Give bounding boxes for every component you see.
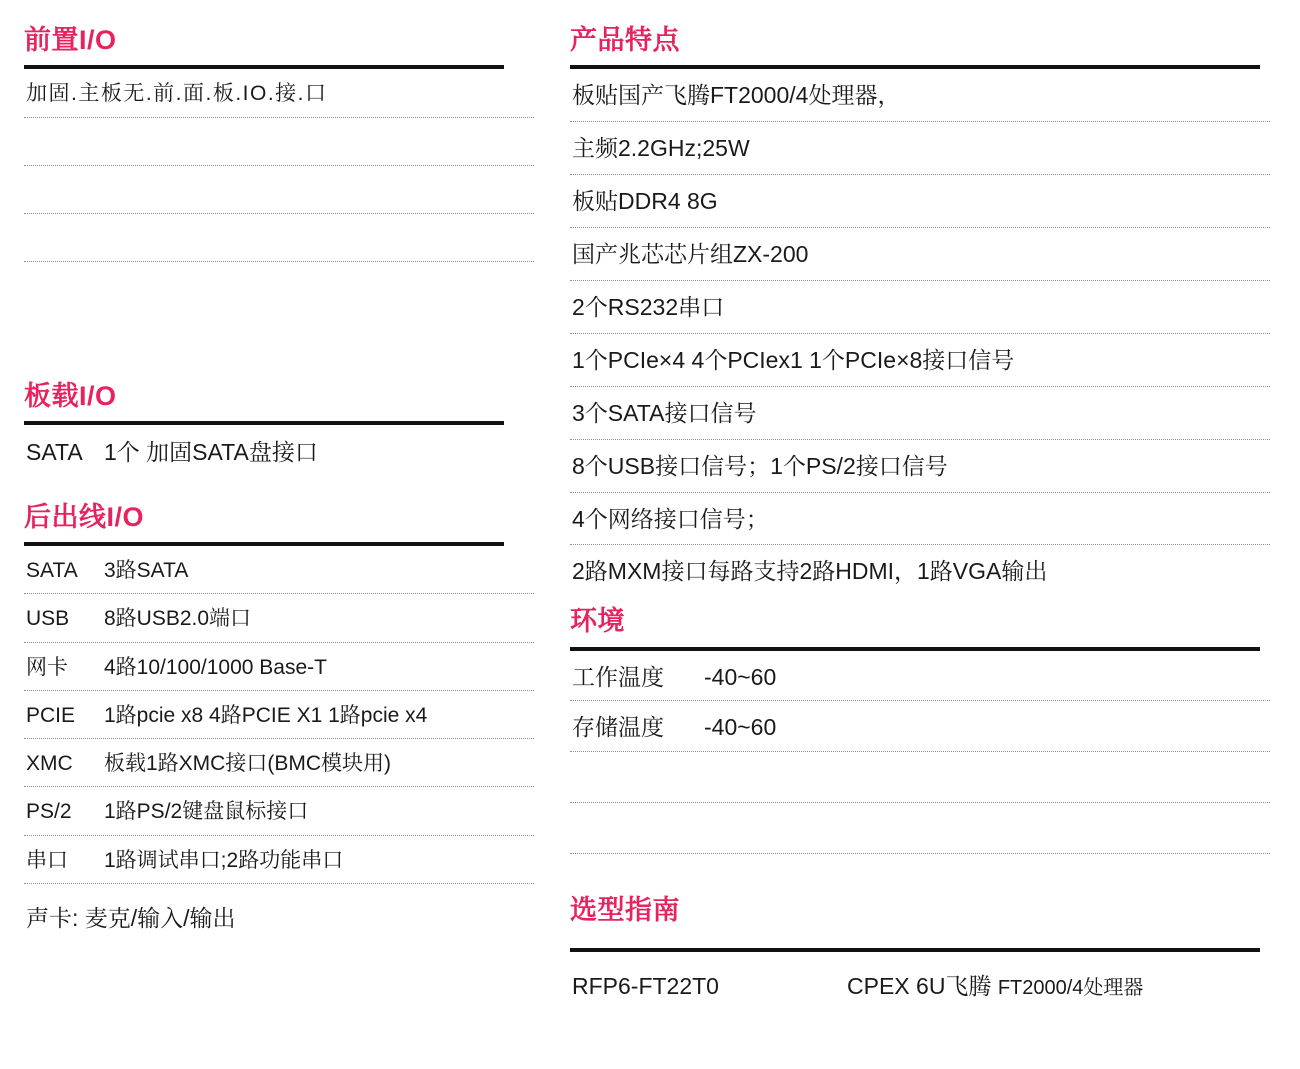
rear-io-row-xmc <box>24 739 534 787</box>
environment-row-operating-value: -40~60 <box>704 663 777 690</box>
section-title-features: 产品特点 <box>570 25 680 55</box>
rear-io-row-serial <box>24 836 534 884</box>
environment-row-blank-1 <box>570 752 1270 803</box>
rear-io-row-pcie-value: 1路pcie x8 4路PCIE X1 1路pcie x4 <box>104 703 428 727</box>
rear-io-row-xmc-label: XMC <box>26 752 73 776</box>
rear-io-row-pcie <box>24 691 534 739</box>
feature-row-4: 2个RS232串口 <box>570 281 1270 334</box>
rear-io-row-nic-value: 4路10/100/1000 Base-T <box>104 655 327 679</box>
rear-io-soundcard: 声卡: 麦克/输入/输出 <box>26 904 236 931</box>
gap-before-onboard <box>24 310 534 380</box>
top-spacer-left <box>24 0 534 24</box>
feature-row-7: 8个USB接口信号；1个PS/2接口信号 <box>570 440 1270 493</box>
onboard-io-row-0-label: SATA <box>26 439 83 466</box>
front-io-row-3 <box>24 214 534 262</box>
feature-row-5: 1个PCIe×4 4个PCIex1 1个PCIe×8接口信号 <box>570 334 1270 387</box>
rear-io-row-serial-value: 1路调试串口;2路功能串口 <box>104 848 344 872</box>
rear-io-row-usb-label: USB <box>26 607 70 631</box>
guide-row-0-desc-main: CPEX 6U飞腾 <box>847 973 998 1000</box>
guide-row-0 <box>570 952 1270 1011</box>
section-title-environment: 环境 <box>570 606 625 637</box>
section-title-front-io: 前置I/O <box>24 25 117 55</box>
front-io-row-2 <box>24 166 534 214</box>
rear-io-row-sata-value: 3路SATA <box>104 559 189 583</box>
rear-io-row-pcie-label: PCIE <box>26 703 76 727</box>
rear-io-row-xmc-value: 板载1路XMC接口(BMC模块用) <box>104 752 391 776</box>
right-column <box>570 0 1270 1011</box>
rear-io-row-nic-label: 网卡 <box>26 655 68 679</box>
onboard-io-row-0 <box>24 425 534 477</box>
front-io-row-0: 加固.主板无.前.面.板.IO.接.口 <box>24 69 534 117</box>
environment-block <box>570 651 1270 854</box>
feature-row-8: 4个网络接口信号； <box>570 493 1270 546</box>
guide-row-0-code: RFP6-FT22T0 <box>572 973 719 1000</box>
section-title-guide: 选型指南 <box>570 894 680 925</box>
section-title-onboard-io: 板载I/O <box>24 380 117 411</box>
rear-io-row-ps2-value: 1路PS/2键盘鼠标接口 <box>104 800 309 824</box>
left-column <box>24 0 534 939</box>
rear-io-row-sata-label: SATA <box>26 559 78 583</box>
environment-row-blank-2 <box>570 803 1270 854</box>
onboard-io-row-0-value: 1个 加固SATA盘接口 <box>104 439 318 466</box>
guide-row-0-desc-small: FT2000/4处理器 <box>997 977 1144 1000</box>
front-io-row-4 <box>24 262 534 309</box>
rear-io-row-ps2 <box>24 787 534 835</box>
front-io-row-1 <box>24 118 534 166</box>
environment-row-storage-value: -40~60 <box>704 714 777 741</box>
environment-row-storage <box>570 701 1270 752</box>
feature-row-9: 2路MXM接口每路支持2路HDMI，1路VGA输出 <box>572 558 1048 585</box>
section-title-rear-io: 后出线I/O <box>24 501 145 532</box>
rear-io-row-ps2-label: PS/2 <box>26 800 72 824</box>
feature-row-6: 3个SATA接口信号 <box>570 387 1270 440</box>
rear-io-row-usb <box>24 594 534 642</box>
environment-row-operating <box>570 651 1270 702</box>
rear-io-row-nic <box>24 643 534 691</box>
feature-row-1: 主频2.2GHz;25W <box>570 122 1270 175</box>
gap-before-guide <box>570 854 1270 894</box>
gap-before-environment <box>570 597 1270 605</box>
environment-row-operating-label: 工作温度 <box>572 663 664 690</box>
rear-io-row-sata <box>24 546 534 594</box>
top-spacer-right <box>570 0 1270 24</box>
feature-row-2: 板贴DDR4 8G <box>570 175 1270 228</box>
rear-io-row-serial-label: 串口 <box>26 848 68 872</box>
gap-before-rear <box>24 477 534 501</box>
feature-row-0: 板贴国产飞腾FT2000/4处理器， <box>570 69 1270 122</box>
rear-io-row-usb-value: 8路USB2.0端口 <box>104 607 252 631</box>
feature-row-3: 国产兆芯芯片组ZX-200 <box>570 228 1270 281</box>
environment-row-storage-label: 存储温度 <box>572 714 664 741</box>
